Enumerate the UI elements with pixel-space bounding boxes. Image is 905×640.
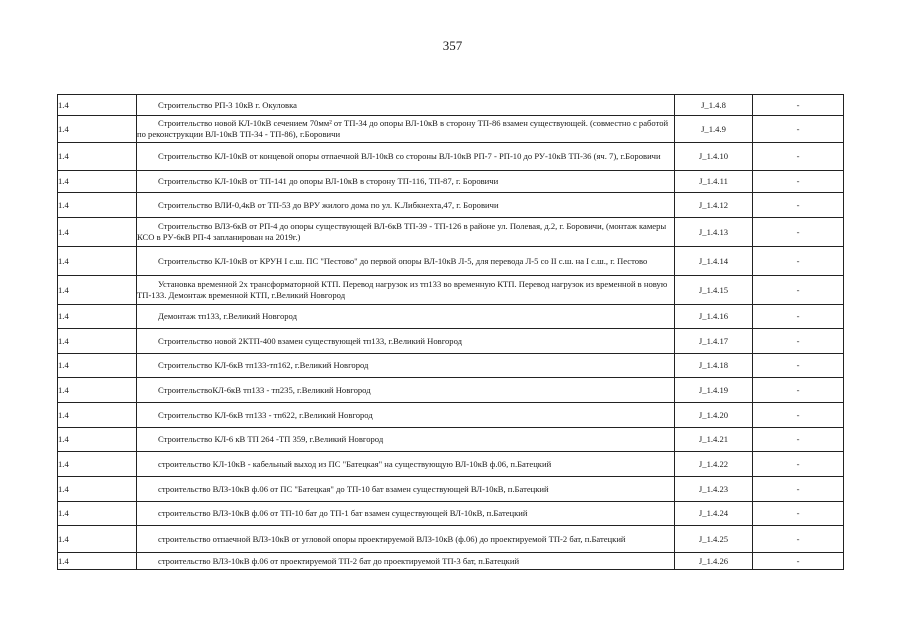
value-cell [753, 502, 844, 526]
description-cell [137, 428, 675, 452]
identifier-cell: J_1.4.26 [675, 553, 753, 570]
section-code-cell: 1.4 [58, 143, 137, 171]
identifier-cell: J_1.4.20 [675, 403, 753, 428]
table-row [58, 452, 844, 477]
value-text: - [796, 483, 800, 494]
section-code-cell: 1.4 [58, 171, 137, 193]
identifier-cell: J_1.4.17 [675, 329, 753, 354]
identifier-cell: J_1.4.11 [675, 171, 753, 193]
identifier-cell: J_1.4.13 [675, 218, 753, 247]
value-cell [753, 329, 844, 354]
table-row [58, 553, 844, 570]
description-cell [137, 526, 675, 553]
identifier-cell: J_1.4.23 [675, 477, 753, 502]
value-text: - [796, 284, 800, 295]
description-text: Строительство новой КЛ-10кВ сечением 70мм² от ТП-34 до опоры ВЛ-10кВ в сторону ТП-86 взамен существующей. (совместно с работой по реконструкции ВЛ-10кВ ТП-34 - ТП-86), г.Боровичи [137, 118, 669, 139]
section-code-cell: 1.4 [58, 247, 137, 276]
table-row [58, 116, 844, 143]
table-row [58, 428, 844, 452]
description-text: Строительство ВЛЗ-6кВ от РП-4 до опоры существующей ВЛ-6кВ ТП-39 - ТП-126 в районе ул. Полевая, д.2, г. Боровичи, (монтаж камеры КСО в РУ-6кВ РП-4 запланирован на 2019г.) [137, 221, 667, 242]
description-text: строительство ВЛЗ-10кВ ф.06 от ТП-10 бат до ТП-1 бат взамен существующей ВЛ-10кВ, п.Батецкий [158, 508, 528, 518]
identifier-cell: J_1.4.8 [675, 95, 753, 116]
value-cell [753, 553, 844, 570]
description-cell [137, 329, 675, 354]
value-text: - [796, 311, 800, 321]
value-text: - [796, 555, 800, 566]
section-code-cell: 1.4 [58, 116, 137, 143]
section-code-cell: 1.4 [58, 452, 137, 477]
description-text: СтроительствоКЛ-6кВ тп133 - тп235, г.Великий Новгород [158, 384, 371, 395]
identifier-cell: J_1.4.12 [675, 193, 753, 218]
description-text: Строительство КЛ-10кВ от ТП-141 до опоры ВЛ-10кВ в сторону ТП-116, ТП-87, г. Боровичи [158, 176, 499, 186]
description-cell [137, 553, 675, 570]
description-text: строительство ВЛЗ-10кВ ф.06 от проектируемой ТП-2 бат до проектируемой ТП-3 бат, п.Батецкий [158, 555, 520, 566]
section-code-cell: 1.4 [58, 95, 137, 116]
value-cell [753, 218, 844, 247]
table-row [58, 354, 844, 378]
value-text: - [796, 335, 800, 346]
value-cell [753, 276, 844, 305]
value-cell [753, 95, 844, 116]
value-cell [753, 193, 844, 218]
value-text: - [796, 151, 800, 161]
description-cell [137, 276, 675, 305]
table-row [58, 305, 844, 329]
value-text: - [796, 176, 800, 186]
table-row [58, 329, 844, 354]
identifier-cell: J_1.4.14 [675, 247, 753, 276]
registry-table [57, 94, 844, 570]
section-code-cell: 1.4 [58, 428, 137, 452]
value-cell [753, 452, 844, 477]
description-text: Строительство КЛ-6кВ тп133 - тп622, г.Великий Новгород [158, 409, 373, 420]
value-cell [753, 428, 844, 452]
identifier-cell: J_1.4.9 [675, 116, 753, 143]
value-text: - [796, 255, 800, 266]
section-code-cell: 1.4 [58, 329, 137, 354]
section-code-cell: 1.4 [58, 193, 137, 218]
identifier-cell: J_1.4.22 [675, 452, 753, 477]
value-text: - [796, 99, 800, 110]
value-cell [753, 171, 844, 193]
description-text: Строительство новой 2КТП-400 взамен существующей тп133, г.Великий Новгород [158, 335, 463, 346]
description-text: строительство КЛ-10кВ - кабельный выход из ПС "Батецкая" на существующую ВЛ-10кВ ф.06, п.Батецкий [158, 458, 552, 469]
table-row [58, 171, 844, 193]
description-cell [137, 305, 675, 329]
value-text: - [796, 409, 800, 420]
value-cell [753, 403, 844, 428]
table-row [58, 218, 844, 247]
description-text: Строительство КЛ-6 кВ ТП 264 -ТП 359, г.Великий Новгород [158, 434, 384, 444]
section-code-cell: 1.4 [58, 553, 137, 570]
section-code-cell: 1.4 [58, 354, 137, 378]
value-text: - [796, 199, 800, 210]
description-text: Строительство РП-3 10кВ г. Окуловка [158, 99, 297, 110]
value-text: - [796, 384, 800, 395]
table-row [58, 526, 844, 553]
description-cell [137, 403, 675, 428]
description-cell [137, 378, 675, 403]
value-cell [753, 305, 844, 329]
identifier-cell: J_1.4.24 [675, 502, 753, 526]
value-cell [753, 378, 844, 403]
table-row [58, 247, 844, 276]
section-code-cell: 1.4 [58, 502, 137, 526]
section-code-cell: 1.4 [58, 218, 137, 247]
value-text: - [796, 508, 800, 518]
value-cell [753, 247, 844, 276]
identifier-cell: J_1.4.25 [675, 526, 753, 553]
value-cell [753, 526, 844, 553]
table-row [58, 403, 844, 428]
description-cell [137, 218, 675, 247]
page-number: 357 [442, 38, 463, 53]
description-cell [137, 116, 675, 143]
identifier-cell: J_1.4.16 [675, 305, 753, 329]
table-row [58, 95, 844, 116]
table-row [58, 276, 844, 305]
value-cell [753, 354, 844, 378]
description-cell [137, 502, 675, 526]
value-text: - [796, 360, 800, 370]
description-cell [137, 171, 675, 193]
value-text: - [796, 458, 800, 469]
description-text: Установка временной 2х трансформаторной КТП. Перевод нагрузок из тп133 во временную КТП. Перевод нагрузок из временной в новую ТП-133. Демонтаж временной КТП, г.Великий Новгород [137, 279, 668, 300]
section-code-cell: 1.4 [58, 526, 137, 553]
description-cell [137, 193, 675, 218]
description-cell [137, 95, 675, 116]
table-row [58, 502, 844, 526]
section-code-cell: 1.4 [58, 305, 137, 329]
identifier-cell: J_1.4.18 [675, 354, 753, 378]
table-row [58, 477, 844, 502]
value-cell [753, 477, 844, 502]
identifier-cell: J_1.4.15 [675, 276, 753, 305]
value-cell [753, 143, 844, 171]
description-text: Строительство ВЛИ-0,4кВ от ТП-53 до ВРУ жилого дома по ул. К.Либкнехта,47, г. Боровичи [158, 199, 499, 210]
description-text: Демонтаж тп133, г.Великий Новгород [158, 311, 297, 321]
section-code-cell: 1.4 [58, 276, 137, 305]
table-row [58, 193, 844, 218]
identifier-cell: J_1.4.19 [675, 378, 753, 403]
description-text: Строительство КЛ-6кВ тп133-тп162, г.Великий Новгород [158, 360, 369, 370]
table-row [58, 143, 844, 171]
description-cell [137, 477, 675, 502]
identifier-cell: J_1.4.10 [675, 143, 753, 171]
section-code-cell: 1.4 [58, 477, 137, 502]
value-text: - [796, 123, 800, 134]
description-text: Строительство КЛ-10кВ от КРУН I с.ш. ПС "Пестово" до первой опоры ВЛ-10кВ Л-5, для перевода Л-5 со II с.ш. на I с.ш., г. Пестово [158, 255, 648, 266]
description-cell [137, 452, 675, 477]
value-text: - [796, 434, 800, 444]
description-text: Строительство КЛ-10кВ от концевой опоры отпаечной ВЛ-10кВ со стороны ВЛ-10кВ РП-7 - РП-10 до РУ-10кВ ТП-36 (яч. 7), г.Боровичи [158, 151, 661, 161]
section-code-cell: 1.4 [58, 378, 137, 403]
description-cell [137, 354, 675, 378]
table-row [58, 378, 844, 403]
description-text: строительство отпаечной ВЛЗ-10кВ от угловой опоры проектируемой ВЛЗ-10кВ (ф.06) до проектируемой ТП-2 бат, п.Батецкий [158, 533, 626, 544]
description-text: строительство ВЛЗ-10кВ ф.06 от ПС "Батецкая" до ТП-10 бат взамен существующей ВЛ-10кВ, п.Батецкий [158, 483, 549, 494]
table-body [58, 95, 844, 570]
description-cell [137, 247, 675, 276]
section-code-cell: 1.4 [58, 403, 137, 428]
value-cell [753, 116, 844, 143]
value-text: - [796, 533, 800, 544]
identifier-cell: J_1.4.21 [675, 428, 753, 452]
description-cell [137, 143, 675, 171]
value-text: - [796, 226, 800, 237]
